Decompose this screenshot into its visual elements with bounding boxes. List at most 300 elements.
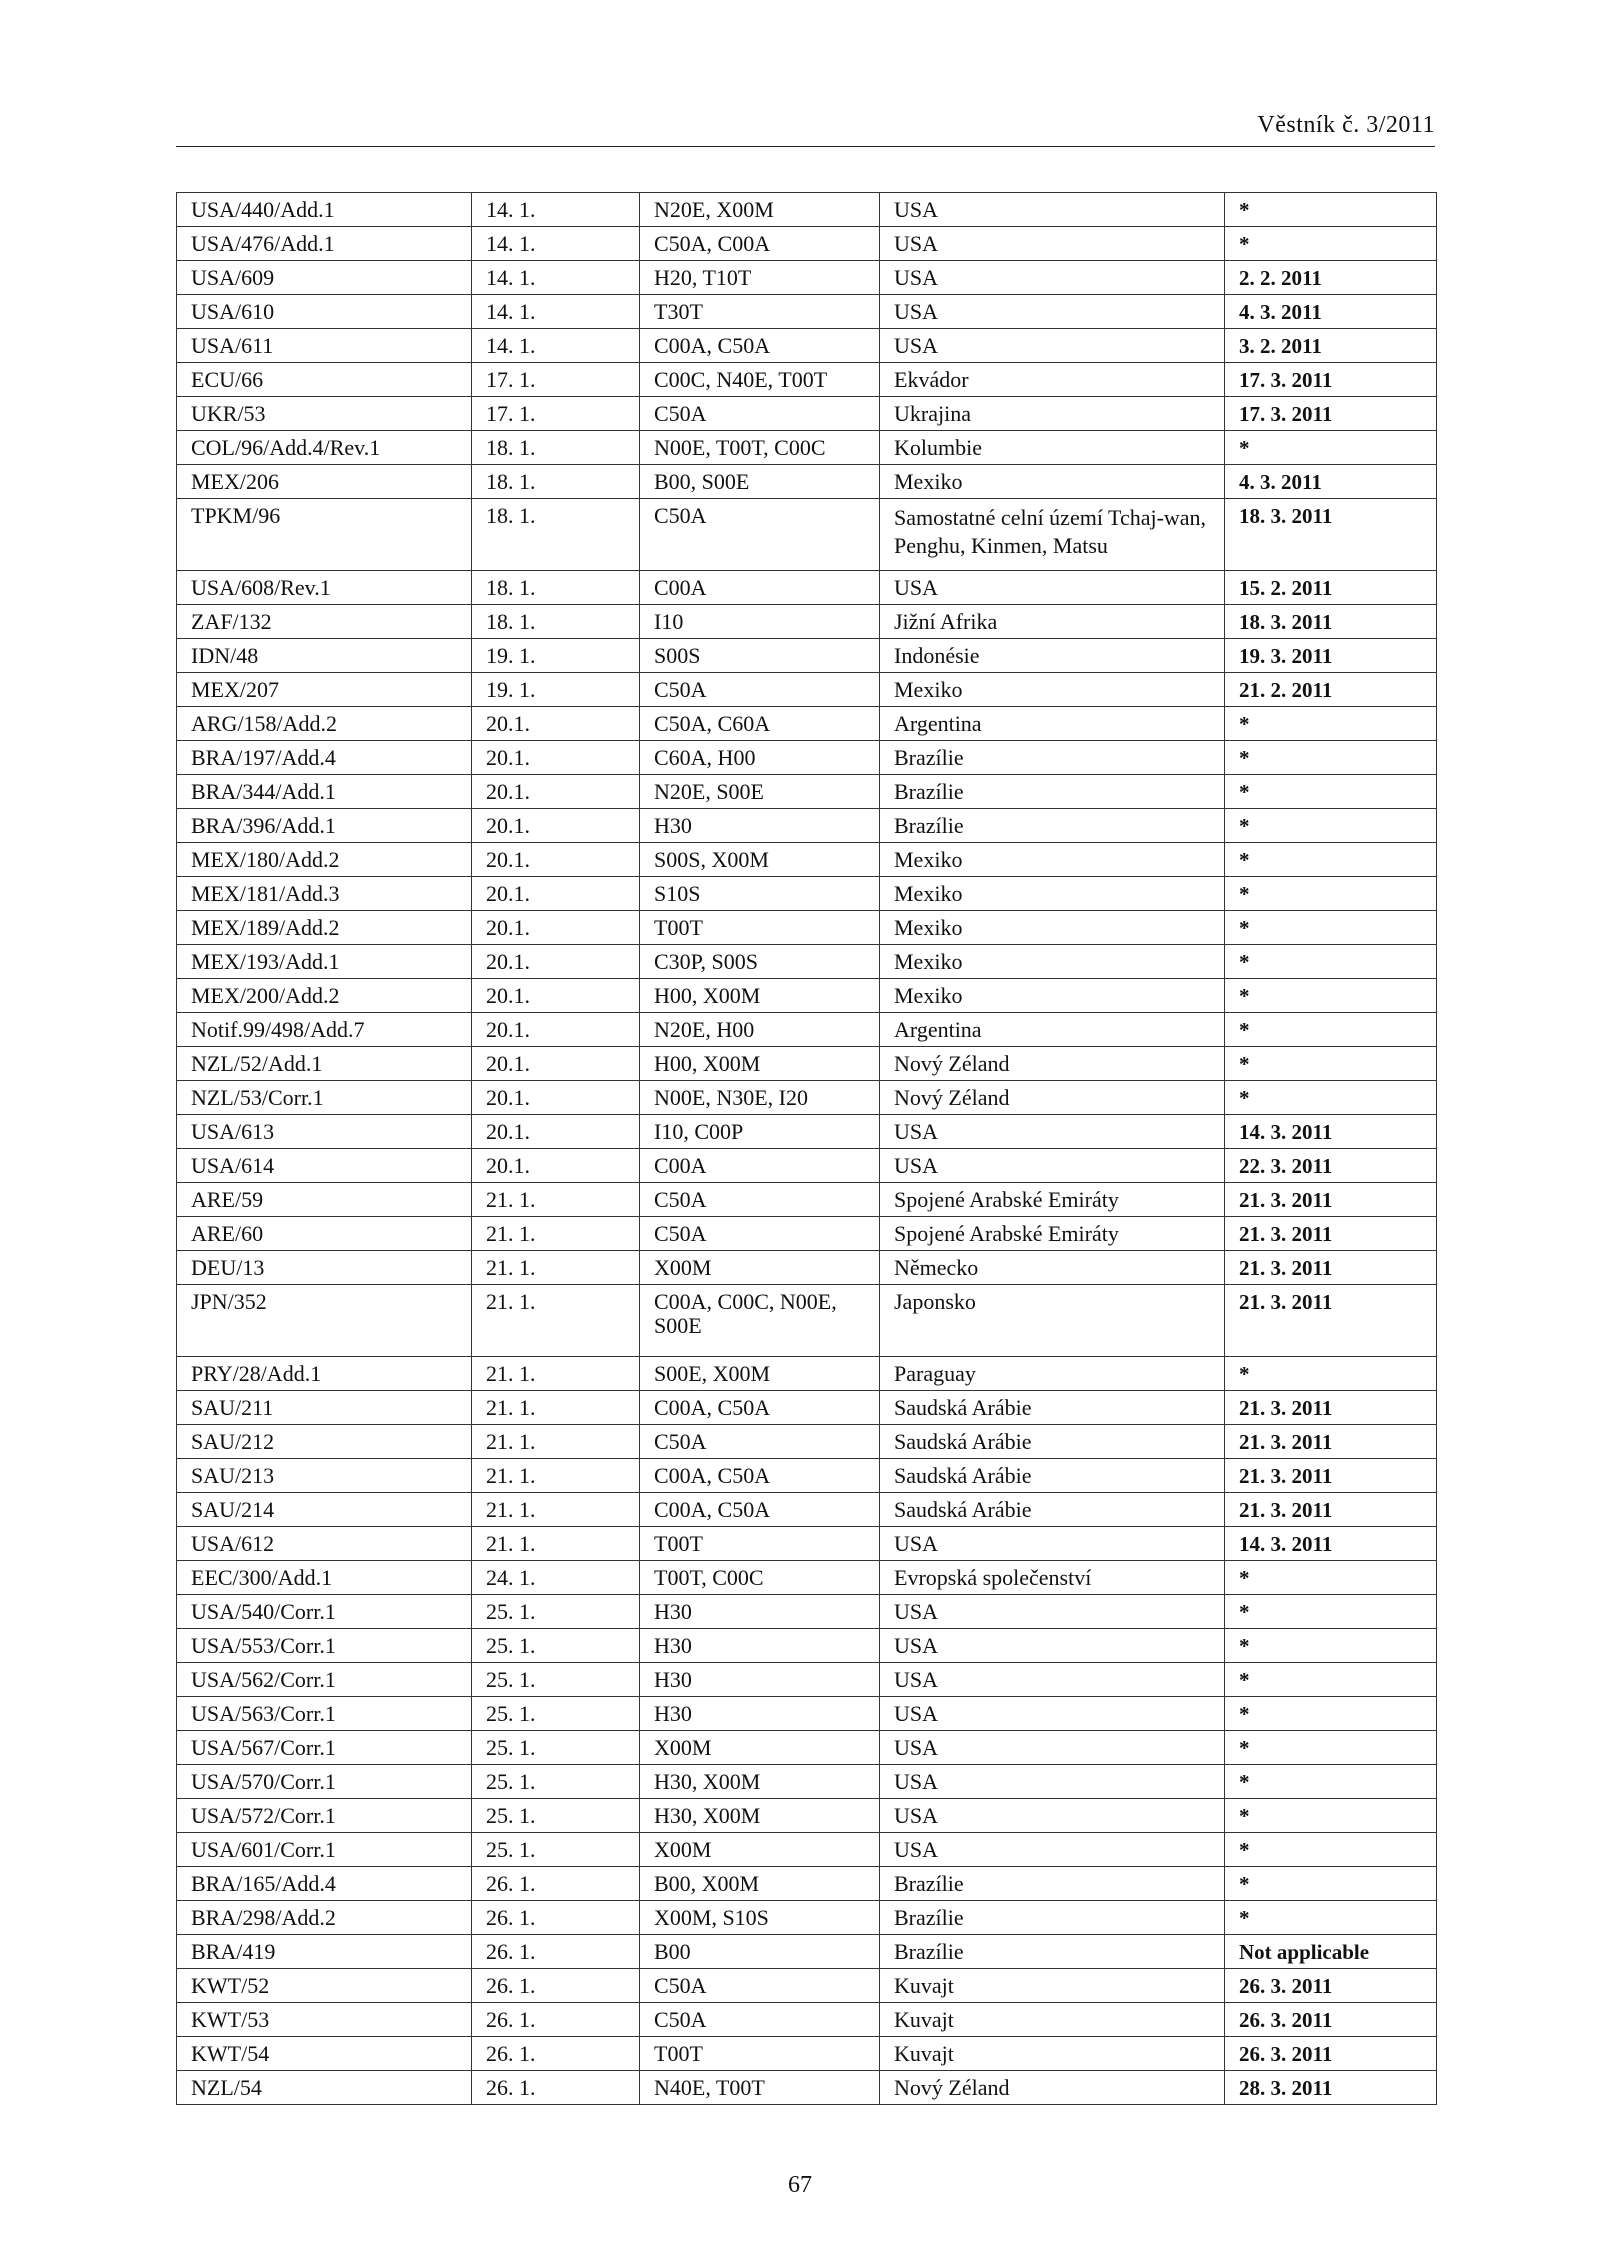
deadline-cell: * — [1225, 1901, 1437, 1935]
deadline-cell: 21. 3. 2011 — [1225, 1391, 1437, 1425]
category-codes-cell: C50A — [640, 1183, 880, 1217]
category-codes-cell: C00A, C00C, N00E, S00E — [640, 1285, 880, 1357]
date-cell: 19. 1. — [472, 639, 640, 673]
date-cell: 25. 1. — [472, 1629, 640, 1663]
date-cell: 20.1. — [472, 707, 640, 741]
deadline-cell: 4. 3. 2011 — [1225, 465, 1437, 499]
table-row — [177, 363, 1437, 397]
country-cell: Brazílie — [880, 741, 1225, 775]
country-cell: Spojené Arabské Emiráty — [880, 1217, 1225, 1251]
document-code-cell: USA/614 — [177, 1149, 472, 1183]
document-code-cell: USA/572/Corr.1 — [177, 1799, 472, 1833]
document-code-cell: EEC/300/Add.1 — [177, 1561, 472, 1595]
country-cell: Argentina — [880, 707, 1225, 741]
deadline-cell: 26. 3. 2011 — [1225, 1969, 1437, 2003]
deadline-cell: * — [1225, 1561, 1437, 1595]
country-cell: Brazílie — [880, 1935, 1225, 1969]
document-code-cell: SAU/214 — [177, 1493, 472, 1527]
country-cell: Mexiko — [880, 673, 1225, 707]
deadline-cell: * — [1225, 809, 1437, 843]
date-cell: 20.1. — [472, 877, 640, 911]
date-cell: 20.1. — [472, 1047, 640, 1081]
date-cell: 21. 1. — [472, 1183, 640, 1217]
table-row — [177, 2071, 1437, 2105]
country-cell: USA — [880, 1527, 1225, 1561]
document-code-cell: MEX/180/Add.2 — [177, 843, 472, 877]
document-code-cell: USA/609 — [177, 261, 472, 295]
category-codes-cell: T30T — [640, 295, 880, 329]
table-row — [177, 1285, 1437, 1357]
date-cell: 20.1. — [472, 1081, 640, 1115]
table-row — [177, 1561, 1437, 1595]
category-codes-cell: C50A — [640, 2003, 880, 2037]
document-code-cell: ZAF/132 — [177, 605, 472, 639]
deadline-cell: 21. 3. 2011 — [1225, 1425, 1437, 1459]
document-code-cell: BRA/197/Add.4 — [177, 741, 472, 775]
document-code-cell: USA/601/Corr.1 — [177, 1833, 472, 1867]
table-row — [177, 1731, 1437, 1765]
table-row — [177, 1527, 1437, 1561]
table-row — [177, 843, 1437, 877]
date-cell: 21. 1. — [472, 1217, 640, 1251]
category-codes-cell: C00C, N40E, T00T — [640, 363, 880, 397]
category-codes-cell: B00, X00M — [640, 1867, 880, 1901]
category-codes-cell: X00M, S10S — [640, 1901, 880, 1935]
country-cell: Kuvajt — [880, 2003, 1225, 2037]
deadline-cell: * — [1225, 1799, 1437, 1833]
document-code-cell: ARE/59 — [177, 1183, 472, 1217]
date-cell: 26. 1. — [472, 1969, 640, 2003]
category-codes-cell: S10S — [640, 877, 880, 911]
table-row — [177, 227, 1437, 261]
table-row — [177, 1493, 1437, 1527]
date-cell: 20.1. — [472, 741, 640, 775]
table-row — [177, 1425, 1437, 1459]
country-cell: USA — [880, 1697, 1225, 1731]
deadline-cell: * — [1225, 1629, 1437, 1663]
country-cell: Jižní Afrika — [880, 605, 1225, 639]
category-codes-cell: N00E, N30E, I20 — [640, 1081, 880, 1115]
deadline-cell: 28. 3. 2011 — [1225, 2071, 1437, 2105]
country-cell: Spojené Arabské Emiráty — [880, 1183, 1225, 1217]
deadline-cell: * — [1225, 1731, 1437, 1765]
date-cell: 25. 1. — [472, 1595, 640, 1629]
category-codes-cell: B00 — [640, 1935, 880, 1969]
table-row — [177, 1595, 1437, 1629]
date-cell: 25. 1. — [472, 1833, 640, 1867]
category-codes-cell: T00T, C00C — [640, 1561, 880, 1595]
document-code-cell: USA/611 — [177, 329, 472, 363]
document-code-cell: UKR/53 — [177, 397, 472, 431]
category-codes-cell: C50A — [640, 1425, 880, 1459]
notification-table — [176, 192, 1437, 2105]
document-code-cell: BRA/165/Add.4 — [177, 1867, 472, 1901]
date-cell: 21. 1. — [472, 1285, 640, 1357]
date-cell: 26. 1. — [472, 2071, 640, 2105]
country-cell: Brazílie — [880, 775, 1225, 809]
document-code-cell: TPKM/96 — [177, 499, 472, 571]
category-codes-cell: S00S, X00M — [640, 843, 880, 877]
table-row — [177, 1833, 1437, 1867]
document-code-cell: SAU/213 — [177, 1459, 472, 1493]
date-cell: 14. 1. — [472, 227, 640, 261]
deadline-cell: * — [1225, 227, 1437, 261]
table-row — [177, 261, 1437, 295]
category-codes-cell: T00T — [640, 2037, 880, 2071]
date-cell: 26. 1. — [472, 2037, 640, 2071]
category-codes-cell: C50A — [640, 673, 880, 707]
document-code-cell: USA/553/Corr.1 — [177, 1629, 472, 1663]
category-codes-cell: H00, X00M — [640, 1047, 880, 1081]
country-cell: USA — [880, 1629, 1225, 1663]
category-codes-cell: N20E, H00 — [640, 1013, 880, 1047]
table-row — [177, 1081, 1437, 1115]
date-cell: 21. 1. — [472, 1251, 640, 1285]
country-cell: Mexiko — [880, 911, 1225, 945]
date-cell: 26. 1. — [472, 2003, 640, 2037]
deadline-cell: * — [1225, 877, 1437, 911]
date-cell: 25. 1. — [472, 1663, 640, 1697]
document-code-cell: ECU/66 — [177, 363, 472, 397]
deadline-cell: * — [1225, 1833, 1437, 1867]
deadline-cell: 26. 3. 2011 — [1225, 2003, 1437, 2037]
date-cell: 18. 1. — [472, 465, 640, 499]
table-row — [177, 673, 1437, 707]
date-cell: 20.1. — [472, 1149, 640, 1183]
document-code-cell: USA/563/Corr.1 — [177, 1697, 472, 1731]
date-cell: 26. 1. — [472, 1935, 640, 1969]
country-cell: USA — [880, 1663, 1225, 1697]
deadline-cell: * — [1225, 1765, 1437, 1799]
category-codes-cell: C00A, C50A — [640, 1493, 880, 1527]
country-cell: Evropská společenství — [880, 1561, 1225, 1595]
category-codes-cell: H30, X00M — [640, 1765, 880, 1799]
country-cell: Saudská Arábie — [880, 1459, 1225, 1493]
country-cell: Saudská Arábie — [880, 1425, 1225, 1459]
country-cell: USA — [880, 227, 1225, 261]
document-code-cell: MEX/206 — [177, 465, 472, 499]
document-code-cell: NZL/54 — [177, 2071, 472, 2105]
date-cell: 18. 1. — [472, 499, 640, 571]
table-body — [177, 193, 1437, 2105]
country-cell: Indonésie — [880, 639, 1225, 673]
table-row — [177, 2003, 1437, 2037]
table-row — [177, 605, 1437, 639]
country-cell: Brazílie — [880, 1901, 1225, 1935]
category-codes-cell: C30P, S00S — [640, 945, 880, 979]
document-code-cell: BRA/396/Add.1 — [177, 809, 472, 843]
table-row — [177, 499, 1437, 571]
table-row — [177, 945, 1437, 979]
document-code-cell: USA/567/Corr.1 — [177, 1731, 472, 1765]
deadline-cell: * — [1225, 1357, 1437, 1391]
deadline-cell: 21. 3. 2011 — [1225, 1183, 1437, 1217]
deadline-cell: * — [1225, 775, 1437, 809]
category-codes-cell: C50A, C60A — [640, 707, 880, 741]
document-code-cell: DEU/13 — [177, 1251, 472, 1285]
table-row — [177, 1765, 1437, 1799]
category-codes-cell: N20E, S00E — [640, 775, 880, 809]
country-cell: Saudská Arábie — [880, 1493, 1225, 1527]
document-code-cell: USA/610 — [177, 295, 472, 329]
deadline-cell: 17. 3. 2011 — [1225, 397, 1437, 431]
table-row — [177, 1251, 1437, 1285]
category-codes-cell: H30, X00M — [640, 1799, 880, 1833]
table-row — [177, 329, 1437, 363]
deadline-cell: 21. 3. 2011 — [1225, 1493, 1437, 1527]
category-codes-cell: H30 — [640, 1663, 880, 1697]
country-cell: Japonsko — [880, 1285, 1225, 1357]
table-row — [177, 2037, 1437, 2071]
date-cell: 19. 1. — [472, 673, 640, 707]
country-cell: USA — [880, 1833, 1225, 1867]
deadline-cell: 21. 3. 2011 — [1225, 1285, 1437, 1357]
date-cell: 21. 1. — [472, 1357, 640, 1391]
document-code-cell: KWT/53 — [177, 2003, 472, 2037]
country-cell: USA — [880, 295, 1225, 329]
table-row — [177, 1149, 1437, 1183]
table-row — [177, 639, 1437, 673]
document-code-cell: BRA/298/Add.2 — [177, 1901, 472, 1935]
category-codes-cell: S00S — [640, 639, 880, 673]
deadline-cell: * — [1225, 1697, 1437, 1731]
category-codes-cell: X00M — [640, 1731, 880, 1765]
document-code-cell: MEX/193/Add.1 — [177, 945, 472, 979]
country-cell: Argentina — [880, 1013, 1225, 1047]
country-cell: USA — [880, 1115, 1225, 1149]
deadline-cell: 21. 2. 2011 — [1225, 673, 1437, 707]
table-row — [177, 1663, 1437, 1697]
category-codes-cell: C00A — [640, 1149, 880, 1183]
date-cell: 20.1. — [472, 843, 640, 877]
category-codes-cell: S00E, X00M — [640, 1357, 880, 1391]
table-row — [177, 1357, 1437, 1391]
category-codes-cell: H30 — [640, 1697, 880, 1731]
deadline-cell: * — [1225, 1867, 1437, 1901]
table-row — [177, 295, 1437, 329]
table-row — [177, 1901, 1437, 1935]
document-code-cell: KWT/52 — [177, 1969, 472, 2003]
country-cell: Mexiko — [880, 843, 1225, 877]
date-cell: 14. 1. — [472, 193, 640, 227]
deadline-cell: 17. 3. 2011 — [1225, 363, 1437, 397]
deadline-cell: * — [1225, 1013, 1437, 1047]
document-code-cell: MEX/181/Add.3 — [177, 877, 472, 911]
date-cell: 25. 1. — [472, 1799, 640, 1833]
category-codes-cell: C00A, C50A — [640, 329, 880, 363]
date-cell: 25. 1. — [472, 1765, 640, 1799]
deadline-cell: 18. 3. 2011 — [1225, 499, 1437, 571]
category-codes-cell: N00E, T00T, C00C — [640, 431, 880, 465]
page-number: 67 — [788, 2172, 812, 2198]
table-row — [177, 877, 1437, 911]
document-code-cell: BRA/344/Add.1 — [177, 775, 472, 809]
category-codes-cell: T00T — [640, 911, 880, 945]
date-cell: 20.1. — [472, 809, 640, 843]
country-cell: Mexiko — [880, 979, 1225, 1013]
date-cell: 18. 1. — [472, 431, 640, 465]
table-row — [177, 1013, 1437, 1047]
table-row — [177, 1867, 1437, 1901]
category-codes-cell: C60A, H00 — [640, 741, 880, 775]
country-cell: Kolumbie — [880, 431, 1225, 465]
table-row — [177, 775, 1437, 809]
category-codes-cell: C00A, C50A — [640, 1459, 880, 1493]
country-cell: Mexiko — [880, 945, 1225, 979]
table-row — [177, 979, 1437, 1013]
country-cell: USA — [880, 1149, 1225, 1183]
date-cell: 20.1. — [472, 1013, 640, 1047]
date-cell: 17. 1. — [472, 397, 640, 431]
country-cell: Mexiko — [880, 877, 1225, 911]
table-row — [177, 1217, 1437, 1251]
date-cell: 21. 1. — [472, 1425, 640, 1459]
date-cell: 14. 1. — [472, 329, 640, 363]
deadline-cell: * — [1225, 1663, 1437, 1697]
category-codes-cell: C50A, C00A — [640, 227, 880, 261]
category-codes-cell: H20, T10T — [640, 261, 880, 295]
category-codes-cell: B00, S00E — [640, 465, 880, 499]
country-cell: USA — [880, 193, 1225, 227]
document-code-cell: ARG/158/Add.2 — [177, 707, 472, 741]
document-code-cell: Notif.99/498/Add.7 — [177, 1013, 472, 1047]
document-code-cell: MEX/200/Add.2 — [177, 979, 472, 1013]
table-row — [177, 707, 1437, 741]
header-divider — [176, 146, 1435, 147]
document-code-cell: SAU/211 — [177, 1391, 472, 1425]
country-cell: Brazílie — [880, 1867, 1225, 1901]
country-cell: Nový Zéland — [880, 2071, 1225, 2105]
document-code-cell: USA/476/Add.1 — [177, 227, 472, 261]
deadline-cell: 21. 3. 2011 — [1225, 1459, 1437, 1493]
deadline-cell: * — [1225, 431, 1437, 465]
table-row — [177, 193, 1437, 227]
deadline-cell: * — [1225, 911, 1437, 945]
category-codes-cell: H00, X00M — [640, 979, 880, 1013]
category-codes-cell: C00A, C50A — [640, 1391, 880, 1425]
document-code-cell: USA/613 — [177, 1115, 472, 1149]
date-cell: 20.1. — [472, 775, 640, 809]
document-code-cell: MEX/207 — [177, 673, 472, 707]
date-cell: 20.1. — [472, 979, 640, 1013]
document-code-cell: IDN/48 — [177, 639, 472, 673]
document-code-cell: BRA/419 — [177, 1935, 472, 1969]
date-cell: 14. 1. — [472, 261, 640, 295]
deadline-cell: 14. 3. 2011 — [1225, 1115, 1437, 1149]
country-cell: Saudská Arábie — [880, 1391, 1225, 1425]
date-cell: 21. 1. — [472, 1459, 640, 1493]
country-cell: Kuvajt — [880, 1969, 1225, 2003]
country-cell: Nový Zéland — [880, 1047, 1225, 1081]
country-cell: USA — [880, 1765, 1225, 1799]
date-cell: 25. 1. — [472, 1731, 640, 1765]
table-row — [177, 809, 1437, 843]
country-cell: USA — [880, 1799, 1225, 1833]
category-codes-cell: C50A — [640, 397, 880, 431]
category-codes-cell: I10 — [640, 605, 880, 639]
deadline-cell: Not applicable — [1225, 1935, 1437, 1969]
country-cell: USA — [880, 261, 1225, 295]
table-row — [177, 1459, 1437, 1493]
document-code-cell: ARE/60 — [177, 1217, 472, 1251]
deadline-cell: 21. 3. 2011 — [1225, 1251, 1437, 1285]
date-cell: 17. 1. — [472, 363, 640, 397]
country-cell: USA — [880, 329, 1225, 363]
deadline-cell: * — [1225, 1047, 1437, 1081]
date-cell: 21. 1. — [472, 1493, 640, 1527]
document-code-cell: USA/608/Rev.1 — [177, 571, 472, 605]
country-cell: Mexiko — [880, 465, 1225, 499]
document-code-cell: JPN/352 — [177, 1285, 472, 1357]
deadline-cell: 4. 3. 2011 — [1225, 295, 1437, 329]
category-codes-cell: C50A — [640, 499, 880, 571]
category-codes-cell: X00M — [640, 1251, 880, 1285]
table-row — [177, 1047, 1437, 1081]
document-code-cell: USA/570/Corr.1 — [177, 1765, 472, 1799]
page-header-title: Věstník č. 3/2011 — [1257, 112, 1435, 138]
table-row — [177, 1935, 1437, 1969]
deadline-cell: * — [1225, 707, 1437, 741]
date-cell: 21. 1. — [472, 1391, 640, 1425]
date-cell: 20.1. — [472, 911, 640, 945]
country-cell: Kuvajt — [880, 2037, 1225, 2071]
deadline-cell: 15. 2. 2011 — [1225, 571, 1437, 605]
table-row — [177, 1183, 1437, 1217]
date-cell: 20.1. — [472, 1115, 640, 1149]
country-cell: Brazílie — [880, 809, 1225, 843]
document-code-cell: USA/562/Corr.1 — [177, 1663, 472, 1697]
deadline-cell: * — [1225, 193, 1437, 227]
deadline-cell: 2. 2. 2011 — [1225, 261, 1437, 295]
date-cell: 26. 1. — [472, 1867, 640, 1901]
table-row — [177, 741, 1437, 775]
deadline-cell: 18. 3. 2011 — [1225, 605, 1437, 639]
deadline-cell: * — [1225, 979, 1437, 1013]
country-cell: Ekvádor — [880, 363, 1225, 397]
document-code-cell: USA/612 — [177, 1527, 472, 1561]
table-row — [177, 1799, 1437, 1833]
table-row — [177, 465, 1437, 499]
category-codes-cell: H30 — [640, 809, 880, 843]
deadline-cell: 26. 3. 2011 — [1225, 2037, 1437, 2071]
category-codes-cell: N20E, X00M — [640, 193, 880, 227]
date-cell: 18. 1. — [472, 571, 640, 605]
table-row — [177, 397, 1437, 431]
deadline-cell: * — [1225, 741, 1437, 775]
country-cell: Samostatné celní území Tchaj-wan, Penghu, Kinmen, Matsu — [880, 499, 1225, 571]
date-cell: 20.1. — [472, 945, 640, 979]
document-code-cell: NZL/52/Add.1 — [177, 1047, 472, 1081]
category-codes-cell: X00M — [640, 1833, 880, 1867]
deadline-cell: 21. 3. 2011 — [1225, 1217, 1437, 1251]
date-cell: 25. 1. — [472, 1697, 640, 1731]
category-codes-cell: H30 — [640, 1595, 880, 1629]
country-cell: USA — [880, 571, 1225, 605]
table-row — [177, 911, 1437, 945]
table-row — [177, 431, 1437, 465]
category-codes-cell: H30 — [640, 1629, 880, 1663]
deadline-cell: 19. 3. 2011 — [1225, 639, 1437, 673]
deadline-cell: 22. 3. 2011 — [1225, 1149, 1437, 1183]
table-row — [177, 1969, 1437, 2003]
document-code-cell: PRY/28/Add.1 — [177, 1357, 472, 1391]
category-codes-cell: T00T — [640, 1527, 880, 1561]
country-cell: Nový Zéland — [880, 1081, 1225, 1115]
country-cell: Ukrajina — [880, 397, 1225, 431]
table-row — [177, 571, 1437, 605]
document-code-cell: USA/540/Corr.1 — [177, 1595, 472, 1629]
document-code-cell: MEX/189/Add.2 — [177, 911, 472, 945]
